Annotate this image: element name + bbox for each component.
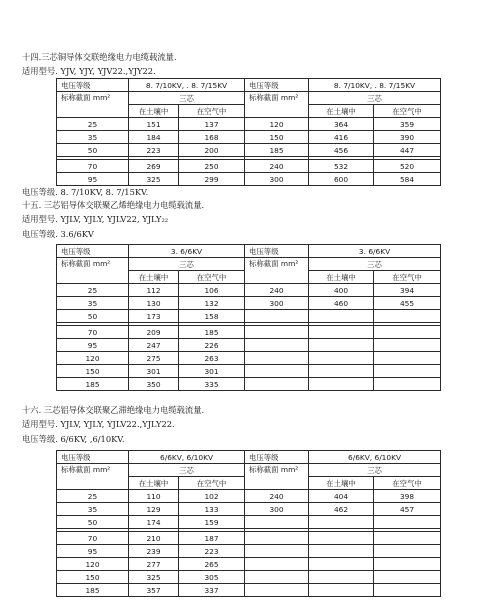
left-section-cell: 185	[57, 378, 129, 391]
right-air-current-cell	[374, 558, 441, 571]
table-section-15	[56, 244, 441, 391]
header-soil-right: 在土壤中	[309, 271, 374, 284]
left-soil-current-cell: 247	[129, 339, 179, 352]
table-row	[57, 160, 441, 173]
left-section-cell: 25	[57, 284, 129, 297]
left-soil-current-cell: 239	[129, 545, 179, 558]
right-soil-current-cell	[309, 326, 374, 339]
right-section-cell: 120	[245, 118, 309, 131]
left-air-current-cell: 265	[179, 558, 245, 571]
table-row	[57, 571, 441, 584]
header-core-right: 三芯	[309, 92, 441, 105]
header-voltage-right: 电压等级	[245, 79, 309, 92]
header-voltage-left: 电压等级	[57, 245, 129, 258]
header-air-right: 在空气中	[374, 105, 441, 118]
left-air-current-cell: 168	[179, 131, 245, 144]
section-14-models: 适用型号. YJV, YJY, YJV22.,YJY22.	[22, 66, 156, 76]
header-section-left: 标称截面 mm²	[57, 464, 129, 490]
section-16-title: 十六. 三芯铝导体交联聚乙滞绝缘电力电缆载流量.	[22, 405, 205, 415]
left-section-cell: 120	[57, 352, 129, 365]
left-air-current-cell: 263	[179, 352, 245, 365]
table-row	[57, 284, 441, 297]
left-section-cell: 35	[57, 131, 129, 144]
table-row	[57, 490, 441, 503]
right-section-cell	[245, 545, 309, 558]
left-air-current-cell: 133	[179, 503, 245, 516]
right-air-current-cell: 457	[374, 503, 441, 516]
left-soil-current-cell: 325	[129, 571, 179, 584]
left-air-current-cell: 223	[179, 545, 245, 558]
right-soil-current-cell	[309, 584, 374, 597]
left-soil-current-cell: 174	[129, 516, 179, 529]
right-air-current-cell: 390	[374, 131, 441, 144]
header-section-left: 标称截面 mm²	[57, 92, 129, 118]
right-soil-current-cell	[309, 352, 374, 365]
right-air-current-cell: 520	[374, 160, 441, 173]
left-soil-current-cell: 277	[129, 558, 179, 571]
right-soil-current-cell	[309, 532, 374, 545]
right-section-cell: 240	[245, 284, 309, 297]
left-section-cell: 120	[57, 558, 129, 571]
section-16-models: 适用型号. YJLV, YJLY, YJLV22.,YJLY22.	[22, 419, 175, 429]
header-section-right: 标称截面 mm²	[245, 258, 309, 284]
right-section-cell: 150	[245, 131, 309, 144]
right-soil-current-cell	[309, 310, 374, 323]
right-air-current-cell: 398	[374, 490, 441, 503]
header-voltage-value-right: 8. 7/10KV, . 8. 7/15KV	[309, 79, 441, 92]
right-section-cell	[245, 532, 309, 545]
left-section-cell: 150	[57, 571, 129, 584]
right-section-cell	[245, 571, 309, 584]
header-core-right: 三芯	[309, 464, 441, 477]
left-air-current-cell: 185	[179, 326, 245, 339]
right-section-cell: 300	[245, 173, 309, 186]
left-air-current-cell: 335	[179, 378, 245, 391]
left-air-current-cell: 226	[179, 339, 245, 352]
table-section-16	[56, 450, 441, 597]
header-core-right: 三芯	[309, 258, 441, 271]
left-air-current-cell: 200	[179, 144, 245, 157]
left-section-cell: 50	[57, 516, 129, 529]
header-soil-left: 在土壤中	[129, 477, 179, 490]
left-air-current-cell: 301	[179, 365, 245, 378]
left-section-cell: 70	[57, 532, 129, 545]
left-soil-current-cell: 325	[129, 173, 179, 186]
header-voltage-value-left: 6/6KV, 6/10KV	[129, 451, 245, 464]
table-row	[57, 352, 441, 365]
header-voltage-right: 电压等级	[245, 451, 309, 464]
left-air-current-cell: 106	[179, 284, 245, 297]
left-soil-current-cell: 350	[129, 378, 179, 391]
header-voltage-value-left: 3. 6/6KV	[129, 245, 245, 258]
right-section-cell	[245, 584, 309, 597]
right-section-cell	[245, 352, 309, 365]
header-air-left: 在空气中	[179, 271, 245, 284]
section-14-footer: 电压等级. 8. 7/10KV, 8. 7/15KV.	[22, 187, 149, 197]
right-air-current-cell: 359	[374, 118, 441, 131]
right-section-cell	[245, 339, 309, 352]
table-row	[57, 532, 441, 545]
right-air-current-cell: 394	[374, 284, 441, 297]
right-section-cell	[245, 310, 309, 323]
right-soil-current-cell	[309, 339, 374, 352]
right-soil-current-cell	[309, 365, 374, 378]
table-row	[57, 310, 441, 323]
right-section-cell: 240	[245, 490, 309, 503]
right-air-current-cell	[374, 516, 441, 529]
right-section-cell	[245, 378, 309, 391]
right-section-cell	[245, 365, 309, 378]
header-air-right: 在空气中	[374, 477, 441, 490]
header-section-left: 标称截面 mm²	[57, 258, 129, 284]
left-soil-current-cell: 269	[129, 160, 179, 173]
left-air-current-cell: 305	[179, 571, 245, 584]
right-section-cell	[245, 516, 309, 529]
right-air-current-cell: 447	[374, 144, 441, 157]
right-soil-current-cell: 532	[309, 160, 374, 173]
left-soil-current-cell: 209	[129, 326, 179, 339]
right-air-current-cell	[374, 571, 441, 584]
right-soil-current-cell: 460	[309, 297, 374, 310]
header-voltage-right: 电压等级	[245, 245, 309, 258]
table-row	[57, 131, 441, 144]
right-soil-current-cell: 364	[309, 118, 374, 131]
left-section-cell: 70	[57, 160, 129, 173]
left-soil-current-cell: 130	[129, 297, 179, 310]
header-voltage-value-left: 8. 7/10KV, . 8. 7/15KV	[129, 79, 245, 92]
left-air-current-cell: 187	[179, 532, 245, 545]
table-row	[57, 503, 441, 516]
right-soil-current-cell: 462	[309, 503, 374, 516]
header-air-left: 在空气中	[179, 477, 245, 490]
section-15-title: 十五. 三芯铝导体交联聚乙烯绝缘电力电缆载流量.	[22, 200, 205, 210]
left-air-current-cell: 132	[179, 297, 245, 310]
table-row	[57, 365, 441, 378]
header-section-right: 标称截面 mm²	[245, 464, 309, 490]
right-air-current-cell	[374, 584, 441, 597]
left-soil-current-cell: 184	[129, 131, 179, 144]
header-core-left: 三芯	[129, 258, 245, 271]
left-section-cell: 150	[57, 365, 129, 378]
right-soil-current-cell	[309, 545, 374, 558]
right-section-cell	[245, 558, 309, 571]
left-air-current-cell: 337	[179, 584, 245, 597]
table-row	[57, 558, 441, 571]
right-soil-current-cell: 456	[309, 144, 374, 157]
section-15-voltage: 电压等级. 3.6/6KV	[22, 229, 94, 239]
header-voltage-value-right: 6/6KV, 6/10KV	[309, 451, 441, 464]
section-14-title: 十四.三芯铜导体交联绝缘电力电缆载流量.	[22, 52, 177, 62]
right-air-current-cell	[374, 310, 441, 323]
right-air-current-cell: 455	[374, 297, 441, 310]
header-soil-left: 在土壤中	[129, 105, 179, 118]
left-section-cell: 185	[57, 584, 129, 597]
table-row	[57, 378, 441, 391]
table-row	[57, 173, 441, 186]
table-row	[57, 584, 441, 597]
table-row	[57, 516, 441, 529]
left-air-current-cell: 159	[179, 516, 245, 529]
header-soil-right: 在土壤中	[309, 105, 374, 118]
table-row	[57, 297, 441, 310]
right-air-current-cell	[374, 326, 441, 339]
left-soil-current-cell: 301	[129, 365, 179, 378]
table-row	[57, 118, 441, 131]
left-soil-current-cell: 357	[129, 584, 179, 597]
table-row	[57, 326, 441, 339]
right-soil-current-cell: 416	[309, 131, 374, 144]
right-section-cell	[245, 326, 309, 339]
right-soil-current-cell	[309, 516, 374, 529]
section-16-voltage: 电压等级. 6/6KV, ,6/10KV.	[22, 434, 125, 444]
left-air-current-cell: 250	[179, 160, 245, 173]
section-15-models: 适用型号. YJLV, YJLY, YJLV22, YJLY₂₂	[22, 214, 169, 224]
table-row	[57, 144, 441, 157]
header-air-right: 在空气中	[374, 271, 441, 284]
left-section-cell: 35	[57, 503, 129, 516]
right-soil-current-cell: 404	[309, 490, 374, 503]
left-soil-current-cell: 112	[129, 284, 179, 297]
right-soil-current-cell	[309, 378, 374, 391]
left-soil-current-cell: 210	[129, 532, 179, 545]
left-soil-current-cell: 275	[129, 352, 179, 365]
left-section-cell: 95	[57, 339, 129, 352]
right-soil-current-cell	[309, 558, 374, 571]
right-air-current-cell	[374, 365, 441, 378]
left-section-cell: 25	[57, 118, 129, 131]
left-air-current-cell: 299	[179, 173, 245, 186]
right-air-current-cell: 584	[374, 173, 441, 186]
header-core-left: 三芯	[129, 92, 245, 105]
header-voltage-value-right: 3. 6/6KV	[309, 245, 441, 258]
right-air-current-cell	[374, 339, 441, 352]
right-section-cell: 185	[245, 144, 309, 157]
header-section-right: 标称截面 mm²	[245, 92, 309, 118]
right-air-current-cell	[374, 352, 441, 365]
header-soil-left: 在土壤中	[129, 271, 179, 284]
header-voltage-left: 电压等级	[57, 79, 129, 92]
left-air-current-cell: 102	[179, 490, 245, 503]
header-core-left: 三芯	[129, 464, 245, 477]
table-row	[57, 339, 441, 352]
right-air-current-cell	[374, 532, 441, 545]
left-soil-current-cell: 223	[129, 144, 179, 157]
left-section-cell: 50	[57, 144, 129, 157]
left-air-current-cell: 137	[179, 118, 245, 131]
left-section-cell: 95	[57, 545, 129, 558]
right-soil-current-cell: 600	[309, 173, 374, 186]
left-soil-current-cell: 129	[129, 503, 179, 516]
right-soil-current-cell	[309, 571, 374, 584]
right-soil-current-cell: 400	[309, 284, 374, 297]
left-section-cell: 70	[57, 326, 129, 339]
left-air-current-cell: 158	[179, 310, 245, 323]
left-section-cell: 25	[57, 490, 129, 503]
left-section-cell: 50	[57, 310, 129, 323]
header-air-left: 在空气中	[179, 105, 245, 118]
table-row	[57, 545, 441, 558]
right-air-current-cell	[374, 378, 441, 391]
header-voltage-left: 电压等级	[57, 451, 129, 464]
right-air-current-cell	[374, 545, 441, 558]
left-soil-current-cell: 173	[129, 310, 179, 323]
header-soil-right: 在土壤中	[309, 477, 374, 490]
left-section-cell: 95	[57, 173, 129, 186]
left-soil-current-cell: 151	[129, 118, 179, 131]
left-section-cell: 35	[57, 297, 129, 310]
left-soil-current-cell: 110	[129, 490, 179, 503]
table-section-14	[56, 78, 441, 186]
right-section-cell: 240	[245, 160, 309, 173]
right-section-cell: 300	[245, 297, 309, 310]
right-section-cell: 300	[245, 503, 309, 516]
